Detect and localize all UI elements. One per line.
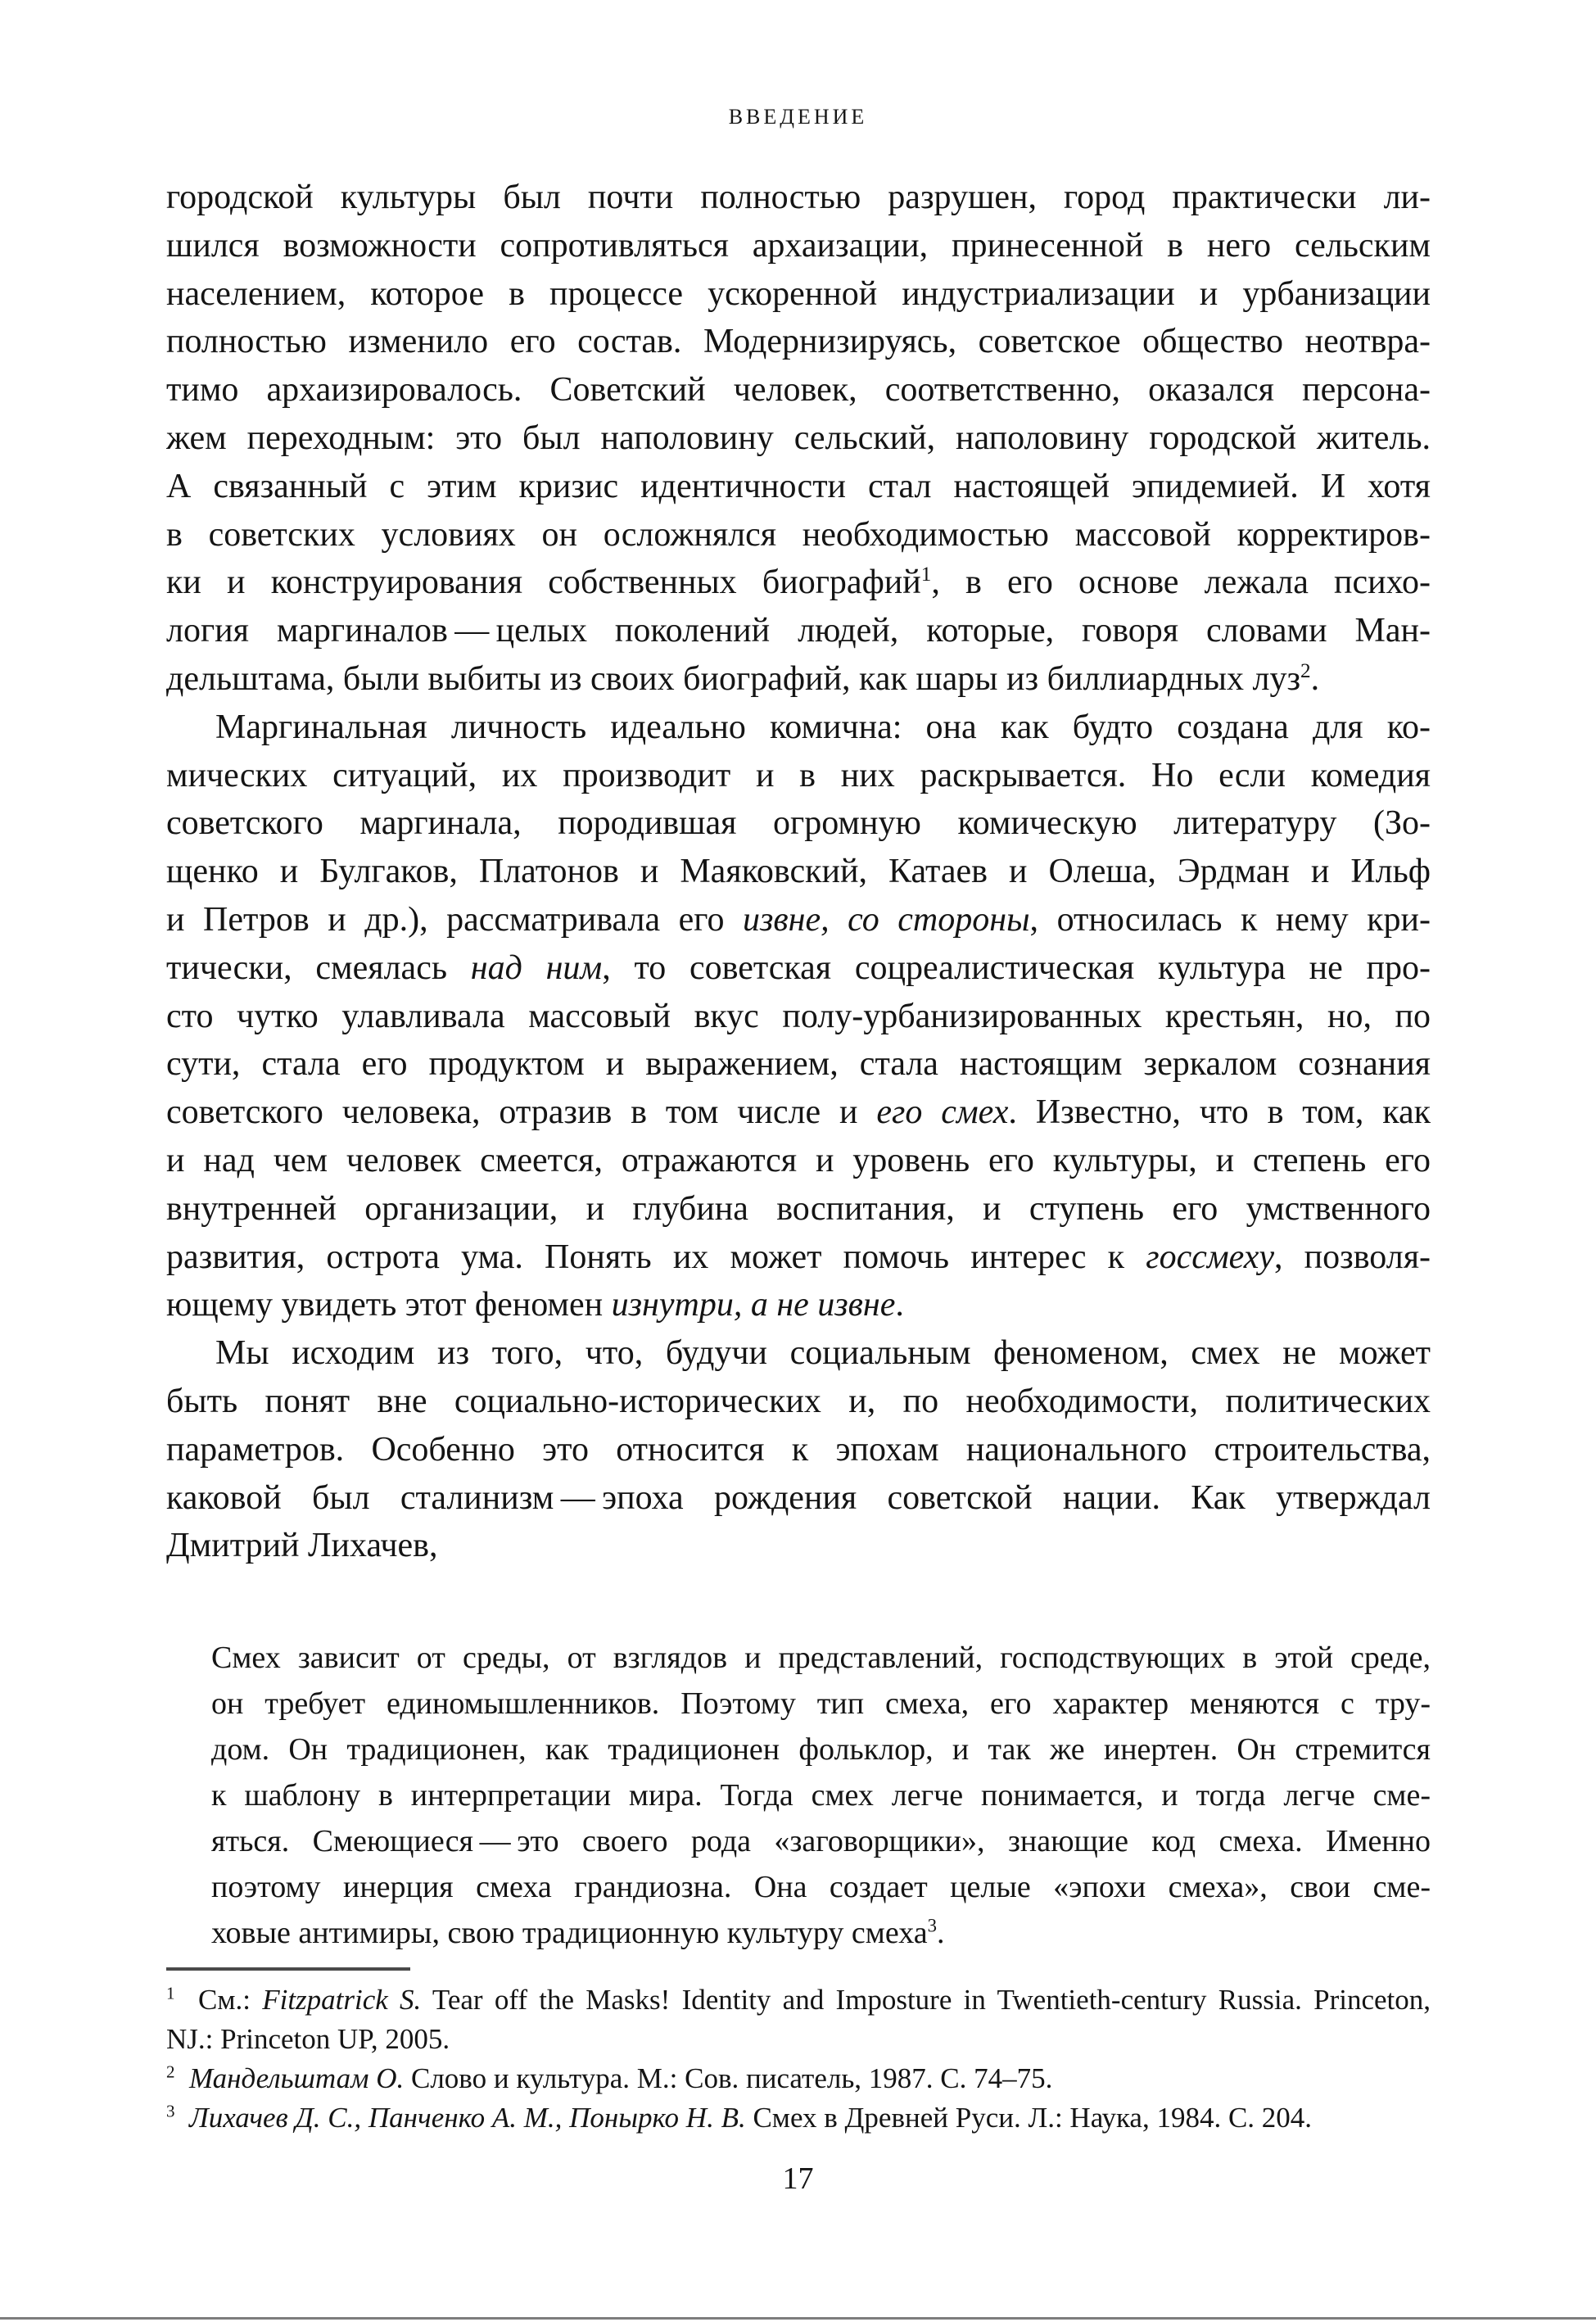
body-line: дельштама, были выбиты из своих биографий, как шары из биллиардных луз$^2$. [166, 659, 1320, 698]
body-text-block [166, 174, 1431, 1570]
body-line: полностью изменило его состав. Модернизируясь, советское общество неотвра- [166, 323, 1431, 361]
footnote-line: $^2$ Мандельштам О. Слово и культура. М.: Сов. писатель, 1987. С. 74–75. [166, 2062, 1053, 2094]
body-line: советского маргинала, породившая огромную комическую литературу (Зо- [166, 804, 1431, 843]
body-line: А связанный с этим кризис идентичности стал настоящей эпидемией. И хотя [166, 467, 1431, 505]
body-line: в советских условиях он осложнялся необходимостью массовой корректиров- [166, 515, 1431, 554]
body-line: Мы исходим из того, что, будучи социальным феноменом, смех не может [215, 1334, 1431, 1373]
running-head: ВВЕДЕНИЕ [728, 105, 868, 129]
quote-line: к шаблону в интерпретации мира. Тогда смех легче понимается, и тогда легче сме- [211, 1778, 1431, 1813]
footnote-divider-rule [166, 1967, 410, 1971]
quote-line: Смех зависит от среды, от взглядов и представлений, господствующих в этой среде, [211, 1641, 1431, 1675]
body-line: ки и конструирования собственных биографий$^1$, в его основе лежала психо- [166, 564, 1431, 602]
footnotes-block [166, 1980, 1431, 2138]
body-line: ющему увидеть этот феномен изнутри, а не извне. [166, 1286, 904, 1324]
quote-line: поэтому инерция смеха грандиозна. Она создает целые «эпохи смеха», свои сме- [211, 1870, 1431, 1904]
body-line: и Петров и др.), рассматривала его извне, со стороны, относилась к нему кри- [166, 900, 1431, 939]
block-quote [211, 1635, 1431, 1956]
footnote-line: $^1$ См.: Fitzpatrick S. Tear off the Masks! Identity and Imposture in Twentieth-century Russia. Princeton, [166, 1983, 1431, 2016]
body-line: Дмитрий Лихачев, [166, 1527, 438, 1565]
page-number: 17 [782, 2161, 814, 2196]
body-line: сто чутко улавливала массовый вкус полу-урбанизированных крестьян, но, по [166, 997, 1431, 1035]
body-line: и над чем человек смеется, отражаются и уровень его культуры, и степень его [166, 1141, 1431, 1179]
body-line: городской культуры был почти полностью разрушен, город практически ли- [166, 179, 1431, 216]
body-line: внутренней организации, и глубина воспитания, и ступень его умственного [166, 1189, 1431, 1228]
footnote-line: $^3$ Лихачев Д. С., Панченко А. М., Понырко Н. В. Смех в Древней Руси. Л.: Наука, 1984. С. 204. [166, 2101, 1313, 2134]
body-line: тимо архаизировалось. Советский человек, соответственно, оказался персона- [166, 371, 1431, 410]
quote-line: он требует единомышленников. Поэтому тип смеха, его характер меняются с тру- [211, 1686, 1431, 1721]
body-line: тически, смеялась над ним, то советская соцреалистическая культура не про- [166, 948, 1431, 987]
body-line: советского человека, отразив в том числе и его смех. Известно, что в том, как [166, 1093, 1431, 1132]
body-line: мических ситуаций, их производит и в них раскрывается. Но если комедия [166, 756, 1431, 794]
quote-line: ховые антимиры, свою традиционную культуру смеха$^3$. [211, 1915, 945, 1950]
body-line: параметров. Особенно это относится к эпохам национального строительства, [166, 1430, 1431, 1469]
body-line: населением, которое в процессе ускоренной индустриализации и урбанизации [166, 274, 1431, 313]
body-line: каковой был сталинизм — эпоха рождения советской нации. Как утверждал [166, 1478, 1431, 1517]
scan-bottom-edge [0, 2317, 1596, 2320]
body-line: быть понят вне социально-исторических и, по необходимости, политических [166, 1382, 1431, 1420]
quote-line: яться. Смеющиеся — это своего рода «заговорщики», знающие код смеха. Именно [211, 1824, 1431, 1858]
body-line: логия маргиналов — целых поколений людей, которые, говоря словами Ман- [166, 612, 1431, 650]
body-line: развития, острота ума. Понять их может помочь интерес к госсмеху, позволя- [166, 1238, 1431, 1276]
quote-line: дом. Он традиционен, как традиционен фольклор, и так же инертен. Он стремится [211, 1732, 1431, 1767]
body-line: щенко и Булгаков, Платонов и Маяковский, Катаев и Олеша, Эрдман и Ильф [166, 853, 1431, 891]
footnote-line: NJ.: Princeton UP, 2005. [166, 2023, 450, 2055]
body-line: Маргинальная личность идеально комична: она как будто создана для ко- [215, 708, 1431, 746]
body-line: шился возможности сопротивляться архаизации, принесенной в него сельским [166, 226, 1431, 265]
body-line: жем переходным: это был наполовину сельский, наполовину городской житель. [166, 419, 1431, 457]
body-line: сути, стала его продуктом и выражением, стала настоящим зеркалом сознания [166, 1045, 1431, 1084]
